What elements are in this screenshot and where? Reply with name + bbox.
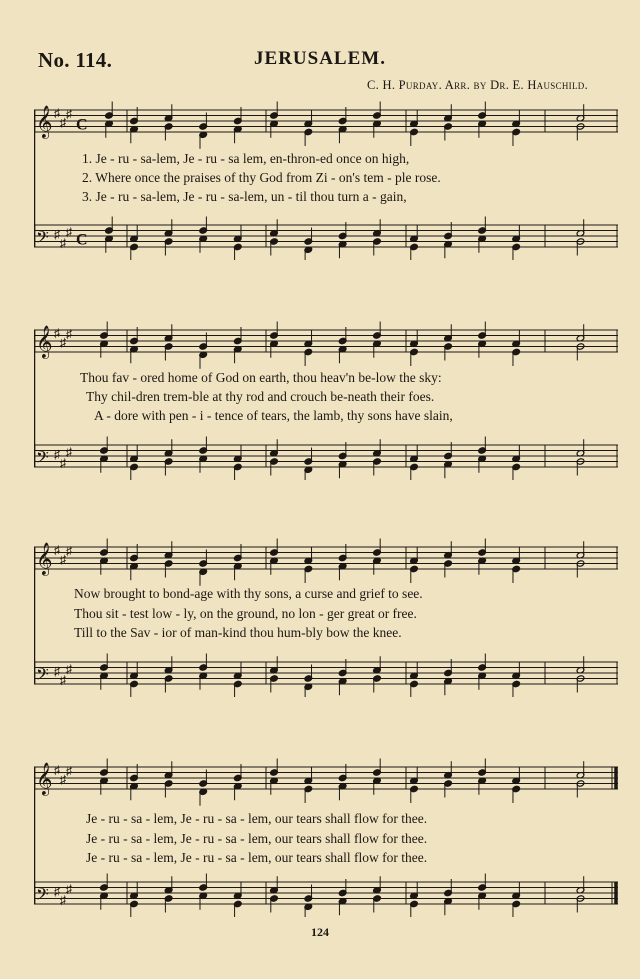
note-chord	[130, 764, 139, 800]
treble-clef-icon: 𝄞	[36, 325, 53, 358]
treble-staff	[34, 759, 618, 806]
note-chord	[234, 107, 243, 143]
page-number: 124	[311, 925, 329, 939]
bass-staff	[34, 874, 618, 918]
sharp-icon: ♯	[66, 881, 72, 896]
sharp-icon: ♯	[60, 235, 66, 250]
note-chord	[444, 879, 453, 915]
lyric-line-verse-1: 1. Je - ru - sa-lem, Je - ru - sa lem, en-thron-ed once on high,	[82, 151, 410, 166]
lyric-line-verse-2: 2. Where once the praises of thy God from Zi - on's tem - ple rose.	[82, 170, 441, 185]
music-system-3	[34, 537, 618, 727]
note-chord	[338, 222, 347, 258]
music-system-1	[34, 100, 618, 290]
note-chord	[444, 659, 453, 695]
sharp-icon: ♯	[66, 764, 72, 778]
sharp-icon: ♯	[66, 224, 72, 239]
lyric-line-verse-3: Till to the Sav - ior of man-kind thou hum-bly bow the knee.	[74, 625, 402, 640]
note-chord	[444, 222, 453, 258]
note-chord	[199, 770, 208, 806]
sharp-icon: ♯	[54, 106, 60, 120]
note-chord	[130, 107, 139, 143]
note-chord	[444, 442, 453, 478]
note-chord	[234, 764, 243, 800]
composer-credit: C. H. Purday. Arr. by Dr. E. Hauschild.	[367, 78, 588, 92]
note-chord	[130, 544, 139, 580]
sharp-icon: ♯	[66, 544, 72, 558]
hymn-number: No. 114.	[38, 48, 113, 72]
treble-clef-icon: 𝄞	[36, 762, 53, 795]
treble-clef-icon: 𝄞	[36, 542, 53, 575]
lyric-line-verse-3: 3. Je - ru - sa-lem, Je - ru - sa-lem, un - til thou turn a - gain,	[82, 189, 407, 204]
note-chord	[338, 107, 347, 143]
bass-clef-icon: 𝄢	[36, 664, 49, 688]
lyric-line-verse-2: Thou sit - test low - ly, on the ground, no lon - ger great or free.	[74, 606, 417, 621]
lyric-line-verse-1: Je - ru - sa - lem, Je - ru - sa - lem, our tears shall flow for thee.	[86, 811, 428, 826]
note-chord	[199, 113, 208, 149]
sharp-icon: ♯	[54, 763, 60, 777]
treble-staff	[34, 322, 618, 369]
note-chord	[199, 333, 208, 369]
sharp-icon: ♯	[66, 107, 72, 121]
sharp-icon: ♯	[54, 447, 60, 462]
sharp-icon: ♯	[60, 772, 66, 787]
note-chord	[234, 327, 243, 363]
common-time-icon: C	[76, 231, 88, 249]
bass-clef-icon: 𝄢	[36, 447, 49, 471]
note-chord	[234, 544, 243, 580]
sharp-icon: ♯	[54, 543, 60, 557]
music-system-2	[34, 320, 618, 510]
sharp-icon: ♯	[54, 326, 60, 340]
sharp-icon: ♯	[60, 455, 66, 470]
lyric-line-verse-1: Thou fav - ored home of God on earth, thou heav'n be-low the sky:	[80, 370, 442, 385]
note-chord	[338, 879, 347, 915]
sharp-icon: ♯	[60, 892, 66, 907]
bass-clef-icon: 𝄢	[36, 227, 49, 251]
bass-clef-icon: 𝄢	[36, 884, 49, 908]
note-chord	[304, 228, 313, 261]
note-chord	[199, 550, 208, 586]
treble-staff	[34, 539, 618, 586]
hymn-title: JERUSALEM.	[254, 48, 386, 69]
sharp-icon: ♯	[54, 884, 60, 899]
bass-staff	[34, 217, 618, 261]
treble-staff	[34, 102, 618, 149]
common-time-icon: C	[76, 116, 88, 134]
note-chord	[338, 764, 347, 800]
sharp-icon: ♯	[66, 661, 72, 676]
sharp-icon: ♯	[60, 115, 66, 130]
note-chord	[338, 442, 347, 478]
lyric-line-verse-3: Je - ru - sa - lem, Je - ru - sa - lem, our tears shall flow for thee.	[86, 850, 428, 865]
lyric-line-verse-2: Thy chil-dren trem-ble at thy rod and crouch be-neath their foes.	[86, 389, 435, 404]
sharp-icon: ♯	[54, 227, 60, 242]
treble-clef-icon: 𝄞	[36, 105, 53, 138]
sharp-icon: ♯	[60, 335, 66, 350]
sharp-icon: ♯	[54, 664, 60, 679]
bass-staff	[34, 437, 618, 481]
lyric-line-verse-2: Je - ru - sa - lem, Je - ru - sa - lem, our tears shall flow for thee.	[86, 831, 428, 846]
sharp-icon: ♯	[66, 327, 72, 341]
note-chord	[304, 448, 313, 481]
sharp-icon: ♯	[60, 672, 66, 687]
note-chord	[338, 659, 347, 695]
note-chord	[338, 327, 347, 363]
note-chord	[338, 544, 347, 580]
bass-staff	[34, 654, 618, 698]
note-chord	[304, 885, 313, 918]
note-chord	[304, 665, 313, 698]
note-chord	[130, 327, 139, 363]
lyric-line-verse-1: Now brought to bond-age with thy sons, a curse and grief to see.	[74, 586, 423, 601]
sharp-icon: ♯	[60, 552, 66, 567]
lyric-line-verse-3: A - dore with pen - i - tence of tears, the lamb, thy sons have slain,	[94, 408, 453, 423]
music-system-4	[34, 757, 618, 947]
sharp-icon: ♯	[66, 444, 72, 459]
